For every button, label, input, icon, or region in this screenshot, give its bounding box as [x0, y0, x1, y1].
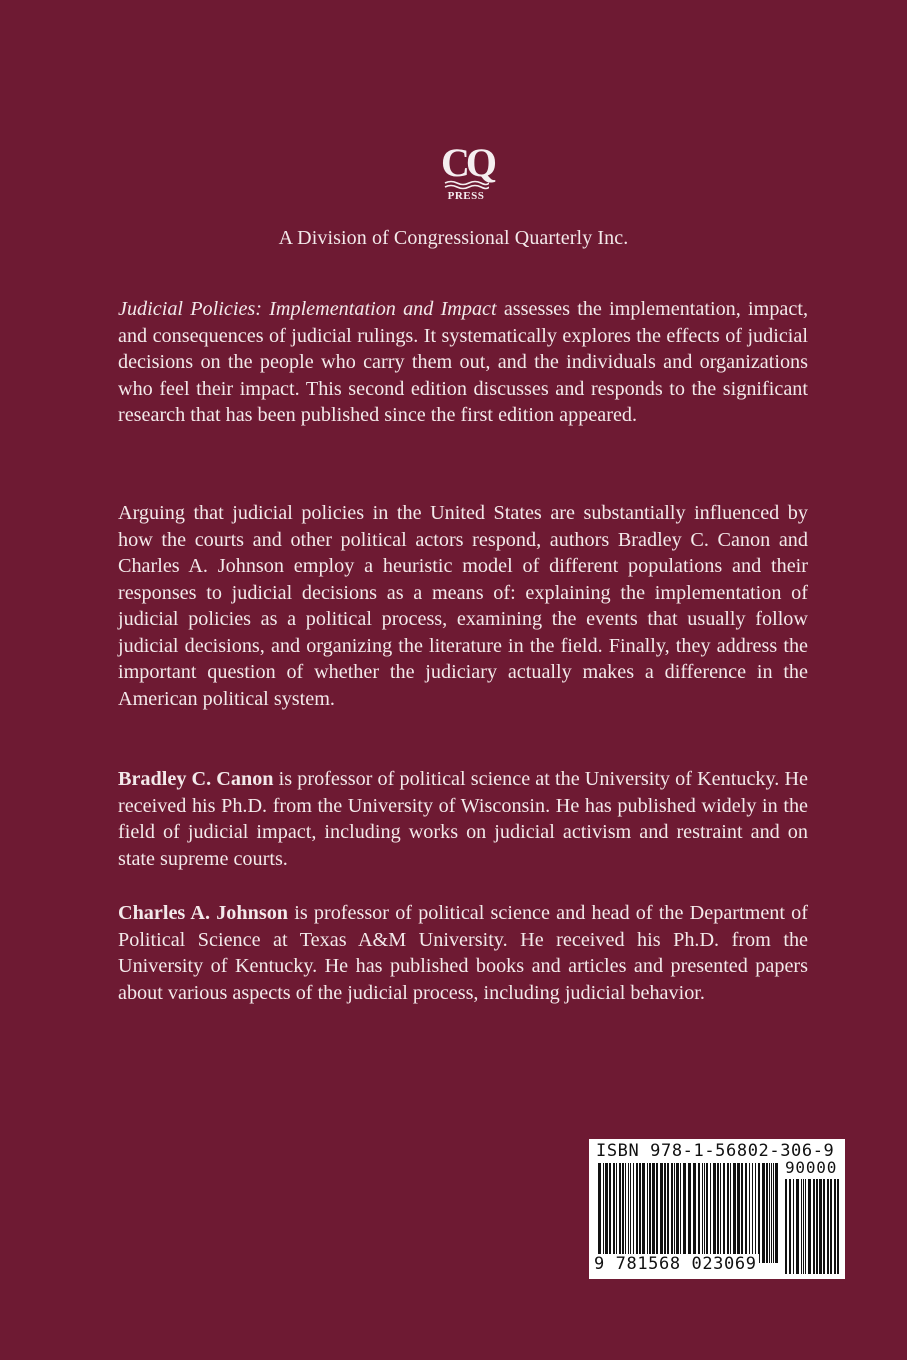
barcode-bar: [785, 1179, 787, 1274]
barcode-bar: [745, 1163, 747, 1263]
logo-press-text: PRESS: [447, 190, 485, 202]
barcode-bar: [730, 1163, 731, 1263]
barcode-bar: [755, 1163, 756, 1263]
barcode-bar: [702, 1163, 703, 1263]
barcode-bar: [688, 1163, 691, 1263]
isbn-label: ISBN 978-1-56802-306-9: [596, 1141, 835, 1161]
barcode-bar: [752, 1163, 753, 1263]
description-paragraph-2: Arguing that judicial policies in the United States are substantially influenced by how the courts and other political actors respond, authors Bradley C. Canon and Charles A. Johnson employ a heuristic model of different populations and their responses to judicial decisions as a means of: explaining the implementation of judicial policies as a political process, examining the events that usually follow judicial decisions, and organizing the literature in the field. Finally, they address the important question of whether the judiciary actually makes a difference in the American political system.: [118, 502, 808, 710]
barcode-bar: [693, 1163, 696, 1263]
barcode-bar: [664, 1163, 666, 1263]
barcode-bar: [741, 1163, 743, 1263]
description-p1-text: assesses the implementation, impact, and consequences of judicial rulings. It systematically explores the effects of judicial decisions on the people who carry them out, and the individuals and organizations who feel their impact. This second edition discusses and responds to the significant research that has been published since the first edition appeared.: [118, 298, 809, 426]
barcode-bar: [713, 1163, 716, 1263]
author-bio-text: is professor of political science at the University of Kentucky. He received his Ph.D. from the University of Wisconsin. He has published widely in the field of judicial impact, including works on judicial activism and restraint and on state supreme courts.: [118, 768, 808, 870]
barcode-bar: [674, 1163, 675, 1263]
barcode-bar: [598, 1163, 601, 1263]
description-paragraph-1: [118, 296, 808, 429]
barcode-bar: [758, 1163, 760, 1263]
barcode-bar: [796, 1179, 799, 1274]
cq-press-logo: [441, 140, 493, 208]
barcode-bar: [834, 1179, 836, 1274]
barcode-bar: [625, 1163, 626, 1263]
author-bio-johnson: [118, 900, 808, 1006]
barcode-bar: [630, 1163, 631, 1263]
author-bio-text: is professor of political science and head of the Department of Political Science at Texas A&M University. He received his Ph.D. from the University of Kentucky. He has published books and articles and presented papers about various aspects of the judicial process, including judicial behavior.: [118, 902, 808, 1004]
barcode-bar: [769, 1163, 770, 1263]
barcode-bars-addon: [785, 1179, 839, 1274]
barcode-bars-main: [598, 1163, 780, 1263]
barcode-bar: [710, 1163, 711, 1263]
barcode-bar: [633, 1163, 634, 1263]
barcode-bar: [613, 1163, 615, 1263]
author-bio-canon: [118, 766, 808, 872]
barcode-bar: [660, 1163, 663, 1263]
barcode-bar: [683, 1163, 686, 1263]
barcode-bar: [803, 1179, 804, 1274]
barcode-addon-number: 90000: [785, 1158, 838, 1177]
barcode-bar: [816, 1179, 818, 1274]
barcode-bar: [813, 1179, 815, 1274]
barcode-bar: [720, 1163, 721, 1263]
barcode-bar: [827, 1179, 829, 1274]
isbn-barcode: [589, 1139, 845, 1279]
barcode-bar: [749, 1163, 750, 1263]
barcode-bar: [789, 1179, 791, 1274]
barcode-bar: [704, 1163, 705, 1263]
barcode-bar: [609, 1163, 611, 1263]
barcode-bar: [698, 1163, 700, 1263]
barcode-bar: [793, 1179, 794, 1274]
barcode-bar: [671, 1163, 673, 1263]
barcode-bar: [823, 1179, 825, 1274]
barcode-bar: [775, 1163, 778, 1263]
barcode-bar: [636, 1163, 638, 1263]
barcode-bar: [727, 1163, 729, 1263]
barcode-bar: [649, 1163, 651, 1263]
barcode-bar: [642, 1163, 645, 1263]
barcode-bar: [837, 1179, 839, 1274]
barcode-bar: [680, 1163, 681, 1263]
barcode-bar: [628, 1163, 629, 1263]
barcode-bar: [619, 1163, 621, 1263]
barcode-bar: [676, 1163, 679, 1263]
barcode-bar: [830, 1179, 832, 1274]
barcode-bar: [652, 1163, 655, 1263]
barcode-bar: [737, 1163, 740, 1263]
barcode-bar: [733, 1163, 736, 1263]
barcode-bar: [639, 1163, 641, 1263]
barcode-bar: [647, 1163, 648, 1263]
barcode-bar: [717, 1163, 719, 1263]
barcode-bar: [808, 1179, 811, 1274]
barcode-bar: [706, 1163, 708, 1263]
barcode-bar: [801, 1179, 802, 1274]
barcode-bar: [766, 1163, 768, 1263]
barcode-bar: [773, 1163, 774, 1263]
barcode-bar: [771, 1163, 772, 1263]
barcode-bar: [616, 1163, 617, 1263]
publisher-division: A Division of Congressional Quarterly Inc.: [278, 227, 629, 249]
author-name: Charles A. Johnson: [118, 902, 289, 924]
barcode-bar: [819, 1179, 822, 1274]
barcode-bar: [622, 1163, 624, 1263]
barcode-bar: [605, 1163, 608, 1263]
barcode-bar: [723, 1163, 725, 1263]
barcode-ean-number: 9 781568 023069: [594, 1254, 757, 1274]
barcode-bar: [667, 1163, 669, 1263]
barcode-bar: [762, 1163, 765, 1263]
logo-letters: CQ: [441, 140, 493, 185]
barcode-bar: [805, 1179, 806, 1274]
book-title: Judicial Policies: Implementation and Impact: [118, 298, 497, 320]
barcode-bar: [656, 1163, 658, 1263]
barcode-bar: [603, 1163, 604, 1263]
author-name: Bradley C. Canon: [118, 768, 274, 790]
